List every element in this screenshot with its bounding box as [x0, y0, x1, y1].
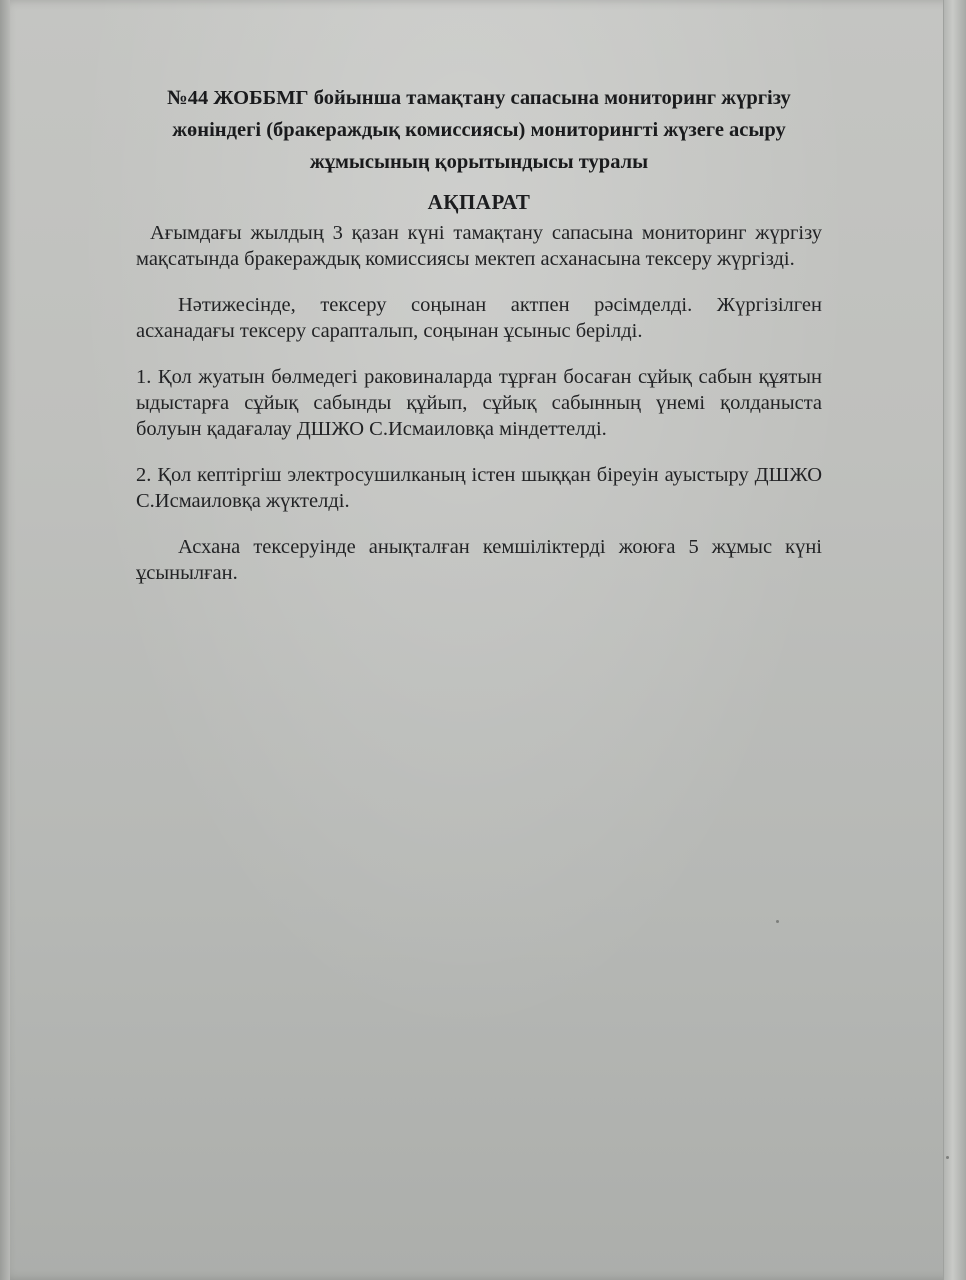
document-title: №44 ЖОББМГ бойынша тамақтану сапасына мониторинг жүргізу жөніндегі (бракераждық комиссиясы) мониторингті жүзеге асыру жұмысының қорытындысы туралы — [167, 87, 791, 173]
paper-speck — [946, 1156, 949, 1159]
paper-right-edge — [943, 0, 966, 1280]
paragraph-item-2: 2. Қол кептіргіш электросушилканың істен шыққан біреуін ауыстыру ДШЖО С.Исмаиловқа жүктелді. — [136, 464, 822, 512]
document-heading: АҚПАРАТ — [427, 190, 531, 214]
paragraph-item-1: 1. Қол жуатын бөлмедегі раковиналарда тұрған босаған сұйық сабын құятын ыдыстарға сұйық сабынды құйып, сұйық сабынның үнемі қолданыста болуын қадағалау ДШЖО С.Исмаиловқа міндеттелді. — [136, 366, 822, 440]
paper-left-edge — [0, 0, 10, 1280]
paragraph-result: Нәтижесінде, тексеру соңынан актпен рәсімделді. Жүргізілген асханадағы тексеру сарапталып, соңынан ұсыныс берілді. — [136, 294, 822, 342]
document-body — [136, 82, 822, 606]
paragraph-deadline: Асхана тексеруінде анықталған кемшіліктерді жоюға 5 жұмыс күні ұсынылған. — [136, 536, 822, 584]
paper-speck — [776, 920, 779, 923]
paragraph-intro: Ағымдағы жылдың 3 қазан күні тамақтану сапасына мониторинг жүргізу мақсатында бракераждық комиссиясы мектеп асханасына тексеру жүргізді. — [136, 222, 822, 270]
